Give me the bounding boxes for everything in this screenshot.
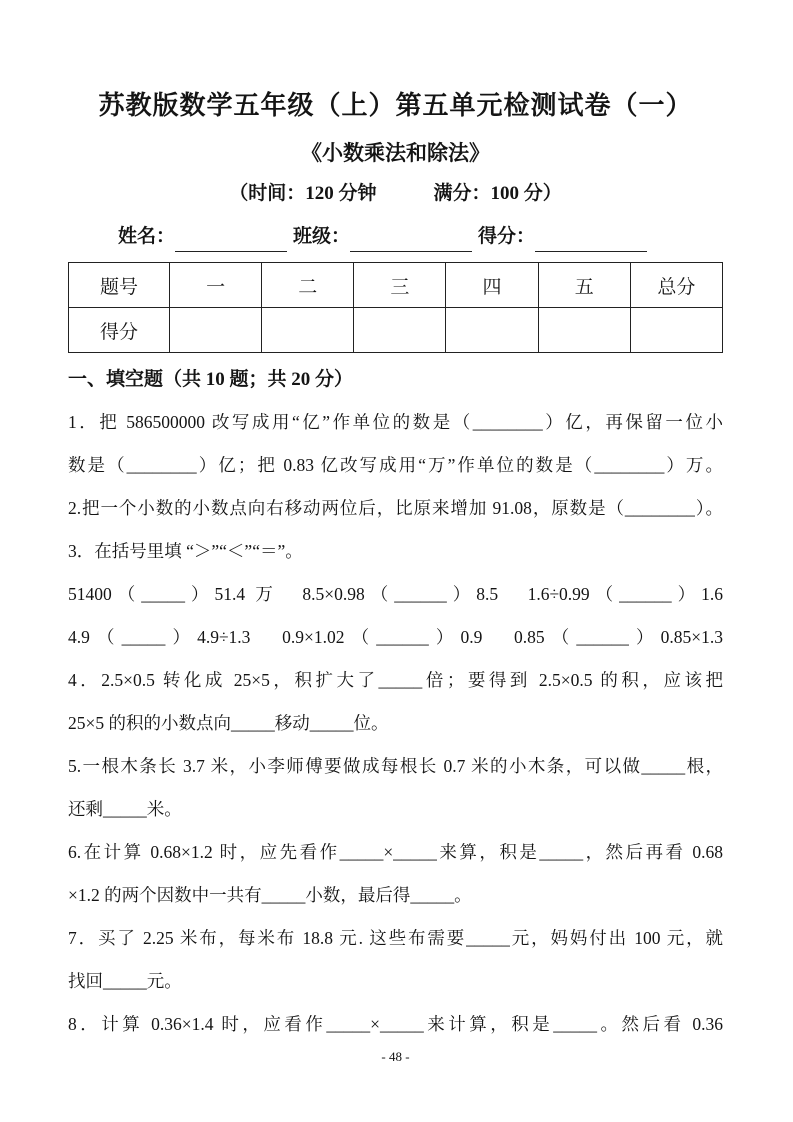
score-table-header-cell: 三 — [354, 263, 446, 308]
name-row — [68, 222, 723, 252]
class-blank — [350, 227, 472, 252]
score-table-header-row — [69, 263, 723, 308]
line-q1b: 数是（________）亿；把 0.83 亿改写成用“万”作单位的数是（________）万。 — [68, 455, 723, 475]
line-q1a: 1．把 586500000 改写成用“亿”作单位的数是（________）亿，再保留一位小 — [68, 412, 723, 432]
score-cell — [538, 308, 630, 353]
name-label: 姓名： — [118, 226, 176, 247]
score-cell — [446, 308, 538, 353]
paper-subtitle: 《小数乘法和除法》 — [301, 141, 490, 165]
name-blank — [175, 227, 287, 252]
line-q7b: 找回_____元。 — [68, 971, 182, 991]
score-table — [68, 262, 723, 353]
score-cell — [354, 308, 446, 353]
line-q6b: ×1.2 的两个因数中一共有_____小数，最后得_____。 — [68, 885, 472, 905]
paper-meta-line: （时间：120 分钟 满分：100 分） — [229, 183, 562, 204]
class-label: 班级： — [293, 226, 351, 247]
score-table-header-cell: 二 — [262, 263, 354, 308]
score-cell — [630, 308, 722, 353]
line-q2: 2.把一个小数的小数点向右移动两位后，比原来增加 91.08，原数是（________）。 — [68, 498, 723, 518]
score-row-label: 得分 — [69, 308, 170, 353]
page-number: - 48 - — [381, 1049, 410, 1064]
line-q7a: 7．买了 2.25 米布，每米布 18.8 元. 这些布需要_____元，妈妈付出 100 元，就 — [68, 928, 723, 948]
line-q3-row2: 4.9（_____）4.9÷1.3 0.9×1.02（______）0.9 0.85（______）0.85×1.3 — [68, 627, 723, 647]
score-table-score-row — [69, 308, 723, 353]
line-q8: 8．计算 0.36×1.4 时，应看作_____×_____来计算，积是_____。然后看 0.36 — [68, 1014, 723, 1034]
score-label: 得分： — [478, 226, 536, 247]
line-q6a: 6.在计算 0.68×1.2 时，应先看作_____×_____来算，积是_____，然后再看 0.68 — [68, 842, 723, 862]
line-q4b: 25×5 的积的小数点向_____移动_____位。 — [68, 713, 389, 733]
score-blank — [535, 227, 647, 252]
line-q5b: 还剩_____米。 — [68, 799, 182, 819]
score-table-header-cell: 五 — [538, 263, 630, 308]
score-table-header-cell: 题号 — [69, 263, 170, 308]
line-q3: 3．在括号里填 “＞”“＜”“＝”。 — [68, 541, 303, 561]
line-q3-row1: 51400（_____）51.4 万 8.5×0.98（______）8.5 1.6÷0.99（______）1.6 — [68, 584, 723, 604]
paper-title: 苏教版数学五年级（上）第五单元检测试卷（一） — [98, 91, 693, 120]
line-q5a: 5.一根木条长 3.7 米，小李师傅要做成每根长 0.7 米的小木条，可以做_____根， — [68, 756, 723, 776]
score-cell — [262, 308, 354, 353]
line-q4a: 4．2.5×0.5 转化成 25×5，积扩大了_____倍；要得到 2.5×0.5 的积，应该把 — [68, 670, 723, 690]
score-table-header-cell: 一 — [170, 263, 262, 308]
section-1-heading: 一、填空题（共 10 题；共 20 分） — [68, 369, 354, 390]
score-table-header-cell: 四 — [446, 263, 538, 308]
score-table-header-cell: 总分 — [630, 263, 722, 308]
score-cell — [170, 308, 262, 353]
